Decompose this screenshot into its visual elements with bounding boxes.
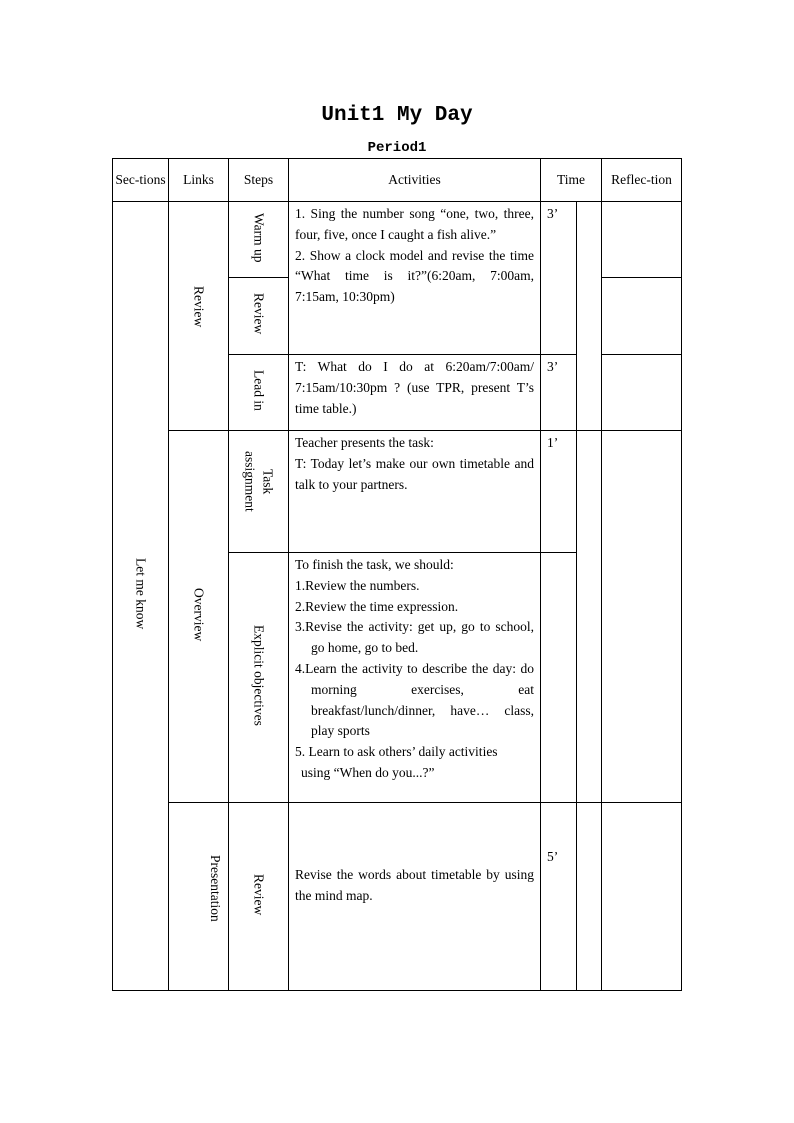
time-sub-cell-2 <box>577 431 602 803</box>
step-cell-lead-in <box>229 355 289 431</box>
reflection-cell <box>602 202 682 278</box>
activity-lead-in: T: What do I do at 6:20am/7:00am/ 7:15am/10:30pm ? (use TPR, present T’s time table.) <box>289 355 541 431</box>
time-sub-cell-1 <box>577 202 602 431</box>
objective-1: 1.Review the numbers. <box>295 577 420 593</box>
header-links: Links <box>169 159 229 202</box>
time-explicit-objectives <box>541 553 577 803</box>
row-warm-up <box>113 202 682 278</box>
step-cell-warm-up <box>229 202 289 278</box>
activity-task-assignment <box>289 431 541 553</box>
time-presentation: 5’ <box>541 803 577 991</box>
header-reflection: Reflec-tion <box>602 159 682 202</box>
activity-clock-model: 2. Show a clock model and revise the time “What time is it?”(6:20am, 7:00am, 7:15am, 10:30pm) <box>295 247 534 305</box>
reflection-cell <box>602 803 682 991</box>
time-task-assignment: 1’ <box>541 431 577 553</box>
objectives-intro: To finish the task, we should: <box>295 557 454 572</box>
link-cell-overview <box>169 431 229 803</box>
link-label-review: Review <box>191 286 207 328</box>
step-label-review: Review <box>251 293 267 335</box>
objective-5: 5. Learn to ask others’ daily activities <box>295 744 498 760</box>
section-cell <box>113 202 169 991</box>
objective-5-cont: using “When do you...?” <box>301 764 435 780</box>
step-cell-explicit-objectives <box>229 553 289 803</box>
link-cell-review <box>169 202 229 431</box>
row-presentation <box>113 803 682 991</box>
reflection-cell <box>602 278 682 355</box>
step-label-review-2: Review <box>251 873 267 916</box>
objective-2: 2.Review the time expression. <box>295 598 459 614</box>
objective-3: 3.Revise the activity: get up, go to school, go home, go to bed. <box>295 619 534 656</box>
time-warm-up: 3’ <box>541 202 577 355</box>
step-label-task: Task <box>260 468 276 495</box>
link-label-presentation: Presentation <box>208 855 223 922</box>
step-label-explicit-objectives: Explicit objectives <box>251 625 267 726</box>
header-steps: Steps <box>229 159 289 202</box>
reflection-cell <box>602 431 682 803</box>
header-time: Time <box>541 159 602 202</box>
step-cell-task-assignment <box>229 431 289 553</box>
activity-task-intro: Teacher presents the task: <box>295 435 434 450</box>
activity-presentation: Revise the words about timetable by using the mind map. <box>289 803 541 991</box>
step-label-warm-up: Warm up <box>251 212 267 263</box>
row-task-assignment <box>113 431 682 553</box>
reflection-cell <box>602 355 682 431</box>
time-sub-cell-3 <box>577 803 602 991</box>
objective-4: 4.Learn the activity to describe the day: do morning exercises, eat breakfast/lunch/dinner, have… class, play sports <box>295 660 534 739</box>
link-cell-presentation <box>169 803 229 991</box>
section-label: Let me know <box>133 558 149 630</box>
header-row <box>113 159 682 202</box>
activity-task-detail: T: Today let’s make our own timetable and talk to your partners. <box>295 455 534 492</box>
activity-sing-song: 1. Sing the number song “one, two, three, four, five, once I caught a fish alive.” <box>295 206 534 242</box>
step-cell-review-2 <box>229 803 289 991</box>
time-lead-in: 3’ <box>541 355 577 431</box>
lesson-plan-table <box>112 158 682 991</box>
document-title: Unit1 My Day <box>321 104 473 127</box>
header-activities: Activities <box>289 159 541 202</box>
link-label-overview: Overview <box>191 587 207 642</box>
step-label-assignment: assignment <box>242 451 258 512</box>
header-sections: Sec-tions <box>113 159 169 202</box>
period-label: Period1 <box>367 140 427 156</box>
step-label-lead-in: Lead in <box>251 370 267 411</box>
step-cell-review <box>229 278 289 355</box>
activity-review-block <box>289 202 541 355</box>
step-label-task-assignment <box>241 451 277 512</box>
activity-explicit-objectives <box>289 553 541 803</box>
